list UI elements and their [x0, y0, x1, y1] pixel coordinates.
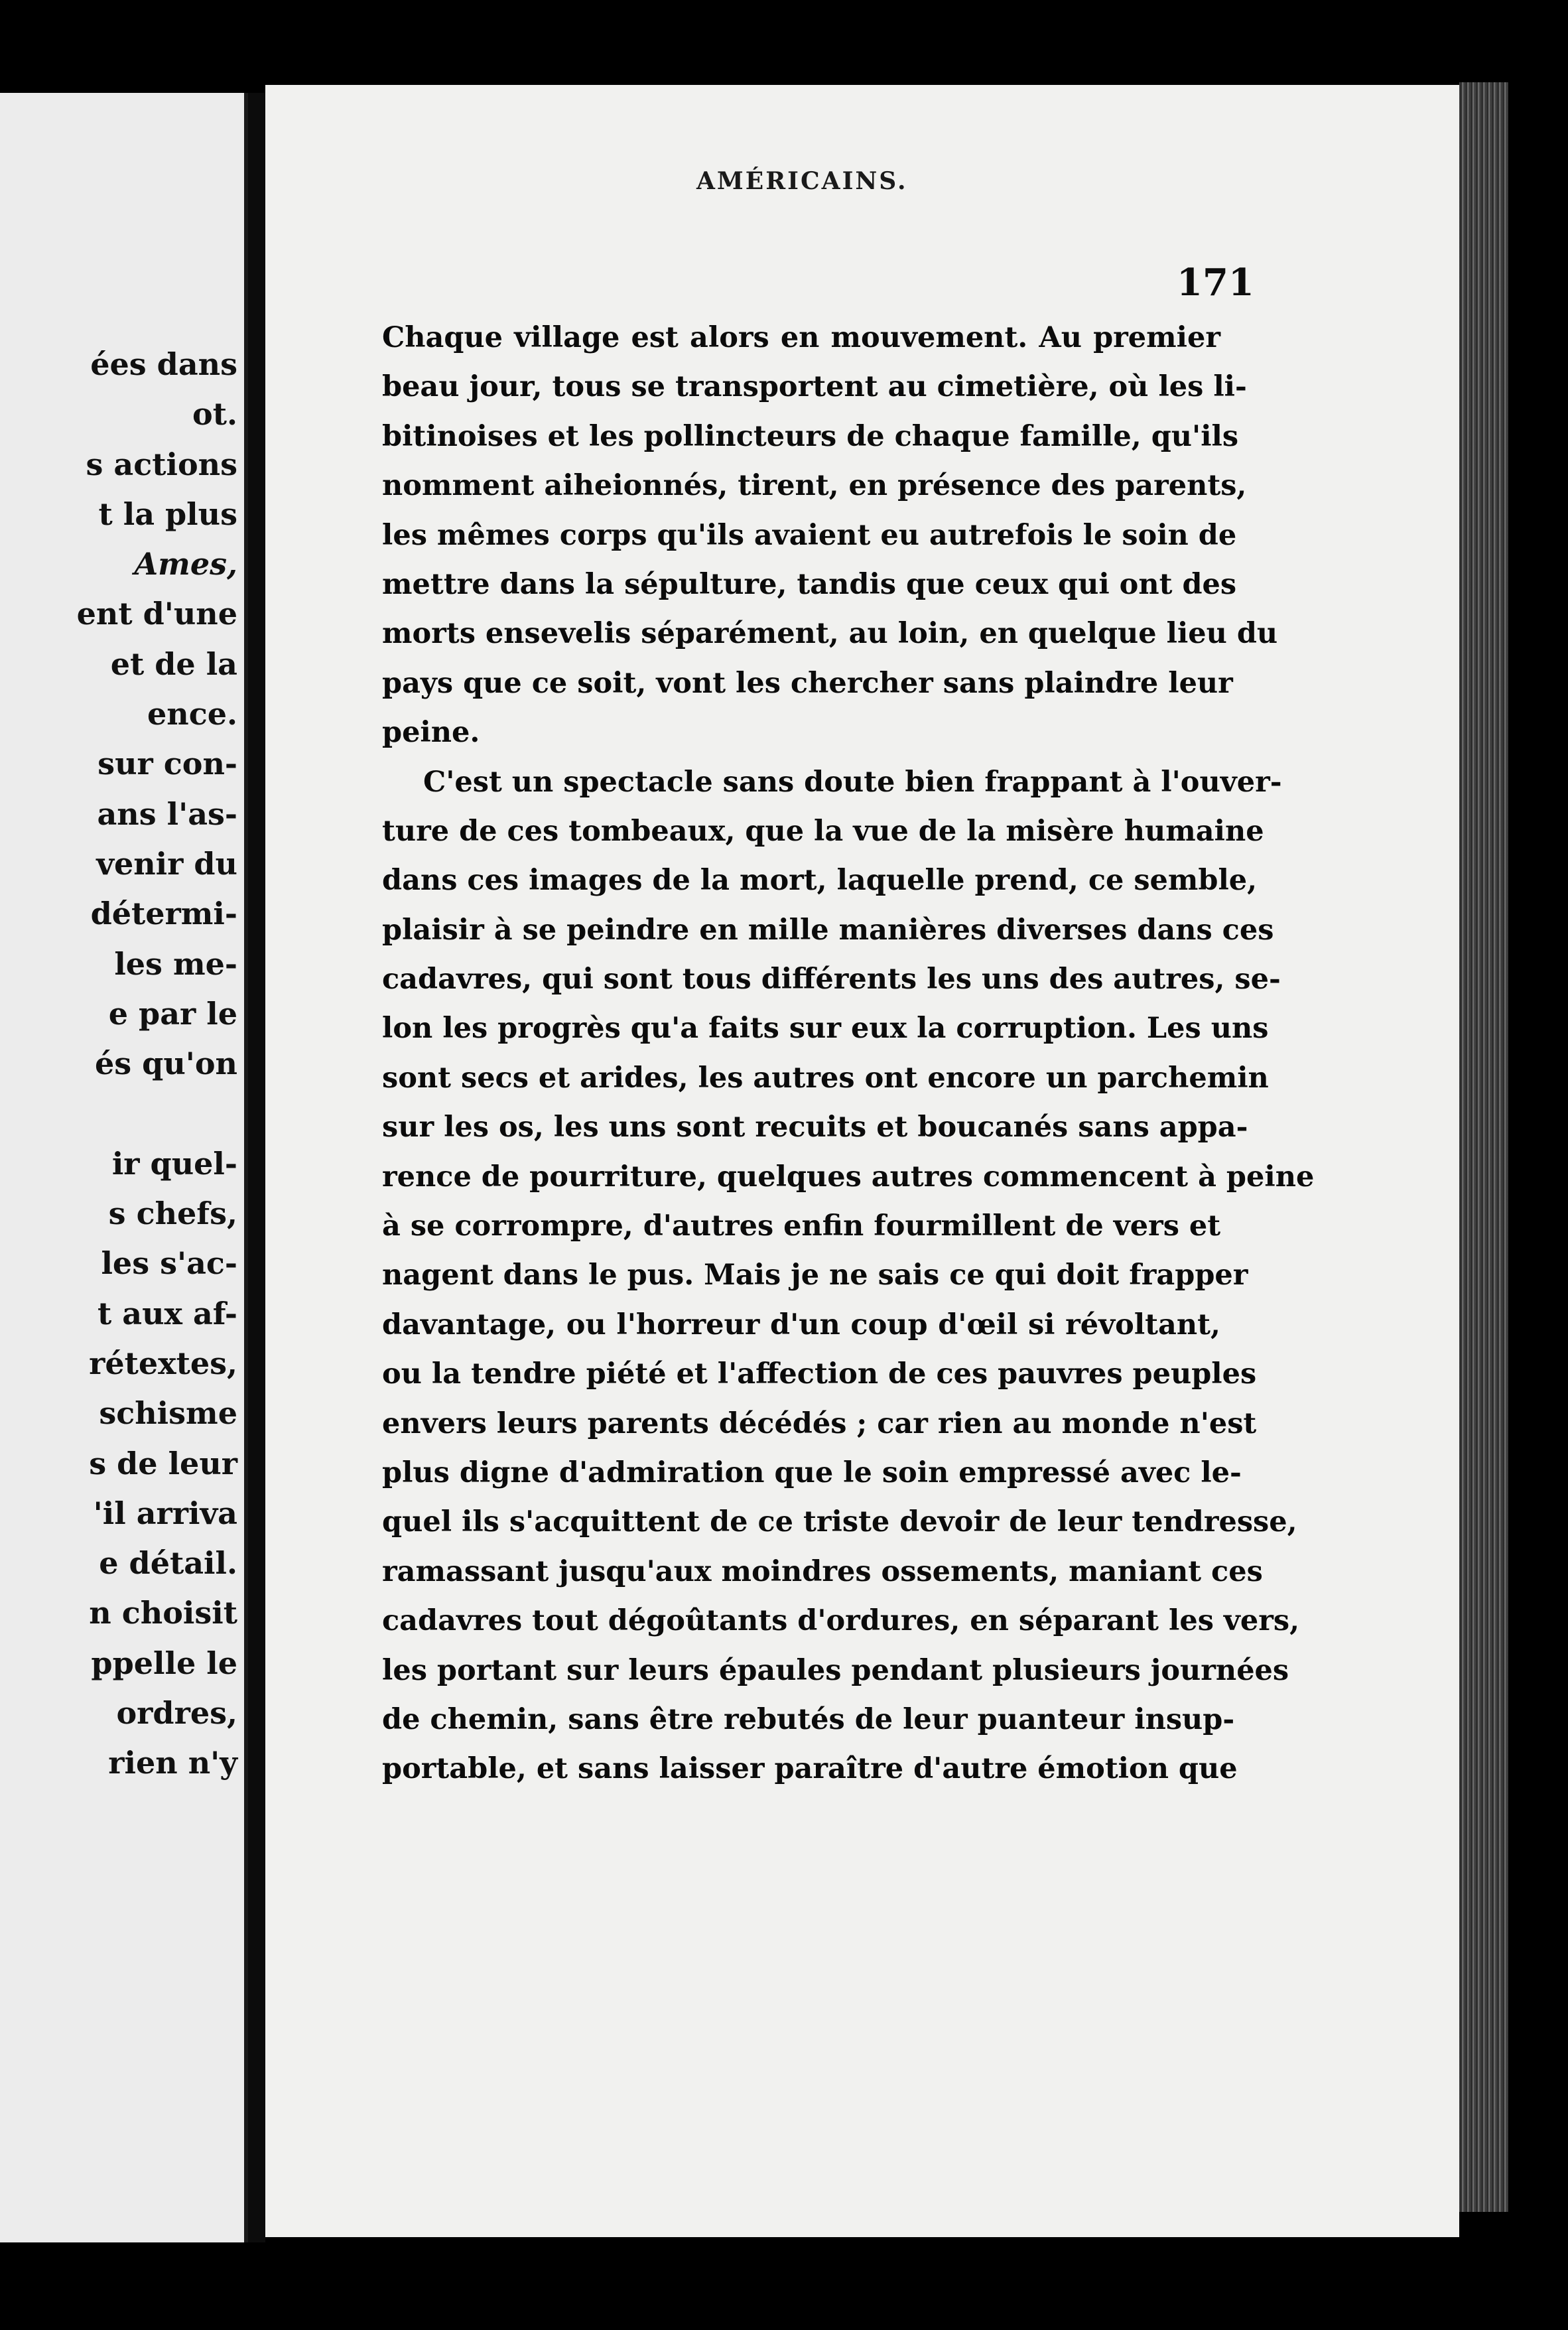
text-line: ou la tendre piété et l'affection de ces pauvres peuples [382, 1357, 1257, 1391]
left-line: Ames, [134, 546, 237, 582]
left-line: ées dans [90, 346, 237, 382]
text-line: les mêmes corps qu'ils avaient eu autrefois le soin de [382, 518, 1237, 552]
left-line: rien n'y [108, 1745, 237, 1781]
text-line: nagent dans le pus. Mais je ne sais ce qui doit frapper [382, 1259, 1248, 1292]
text-line: beau jour, tous se transportent au cimetière, où les li- [382, 370, 1247, 404]
left-line: et de la [110, 646, 237, 682]
left-line: e détail. [99, 1545, 237, 1582]
text-line: dans ces images de la mort, laquelle prend, ce semble, [382, 864, 1258, 898]
left-line: détermi- [90, 896, 237, 932]
text-line: peine. [382, 716, 480, 750]
text-line: ramassant jusqu'aux moindres ossements, maniant ces [382, 1554, 1263, 1588]
left-line: 'il arriva [93, 1495, 237, 1531]
text-line: quel ils s'acquittent de ce triste devoir de leur tendresse, [382, 1505, 1297, 1539]
text-line: ture de ces tombeaux, que la vue de la misère humaine [382, 814, 1264, 848]
text-line: Chaque village est alors en mouvement. Au premier [382, 321, 1220, 354]
text-line: sont secs et arides, les autres ont encore un parchemin [382, 1061, 1269, 1095]
left-line: ans l'as- [97, 795, 237, 832]
text-line: plaisir à se peindre en mille manières diverses dans ces [382, 913, 1274, 947]
left-line: s actions [86, 446, 237, 482]
text-line: cadavres, qui sont tous différents les uns des autres, se- [382, 963, 1281, 996]
text-line: bitinoises et les pollincteurs de chaque famille, qu'ils [382, 419, 1239, 453]
left-line: les s'ac- [101, 1245, 237, 1282]
running-head: AMÉRICAINS. [696, 167, 908, 195]
left-line: és qu'on [95, 1046, 237, 1082]
book-gutter [248, 93, 265, 2242]
text-line: envers leurs parents décédés ; car rien au monde n'est [382, 1406, 1257, 1440]
page-body-text [382, 313, 1315, 1794]
text-line: sur les os, les uns sont recuits et boucanés sans appa- [382, 1111, 1248, 1144]
left-line: rétextes, [89, 1345, 237, 1381]
text-line: C'est un spectacle sans doute bien frappant à l'ouver- [423, 765, 1282, 799]
left-line: ordres, [116, 1695, 237, 1732]
text-line: davantage, ou l'horreur d'un coup d'œil si révoltant, [382, 1308, 1220, 1341]
left-line: n choisit [89, 1595, 237, 1631]
text-line: rence de pourriture, quelques autres commencent à peine [382, 1160, 1315, 1194]
text-line: cadavres tout dégoûtants d'ordures, en séparant les vers, [382, 1604, 1300, 1638]
text-line: de chemin, sans être rebutés de leur puanteur insup- [382, 1702, 1235, 1736]
page-edges [1459, 82, 1508, 2212]
text-line: à se corrompre, d'autres enfin fourmillent de vers et [382, 1209, 1221, 1243]
left-line: ent d'une [76, 596, 237, 632]
left-line: ppelle le [91, 1645, 237, 1681]
left-line: sur con- [98, 746, 237, 782]
left-line: t la plus [98, 496, 237, 532]
left-line: ir quel- [111, 1145, 237, 1182]
left-page-text [0, 340, 237, 1789]
page-number: 171 [1177, 261, 1254, 305]
text-line: pays que ce soit, vont les chercher sans plaindre leur [382, 666, 1233, 700]
left-line [0, 1089, 237, 1138]
left-line: t aux af- [98, 1295, 237, 1332]
left-line: e par le [108, 995, 237, 1032]
text-line: lon les progrès qu'a faits sur eux la corruption. Les uns [382, 1012, 1269, 1046]
left-line: s chefs, [108, 1196, 237, 1232]
left-line: schisme [99, 1395, 237, 1432]
text-line: portable, et sans laisser paraître d'autre émotion que [382, 1752, 1238, 1786]
text-line: nomment aiheionnés, tirent, en présence des parents, [382, 469, 1247, 503]
left-line: s de leur [89, 1445, 237, 1481]
left-line: ence. [147, 696, 237, 732]
left-line: venir du [96, 845, 237, 882]
text-line: morts ensevelis séparément, au loin, en quelque lieu du [382, 617, 1278, 651]
text-line: plus digne d'admiration que le soin empressé avec le- [382, 1456, 1242, 1489]
text-line: mettre dans la sépulture, tandis que ceux qui ont des [382, 567, 1237, 601]
left-line: ot. [192, 396, 237, 433]
text-line: les portant sur leurs épaules pendant plusieurs journées [382, 1653, 1289, 1687]
left-line: les me- [114, 945, 237, 982]
left-facing-page [0, 93, 248, 2242]
